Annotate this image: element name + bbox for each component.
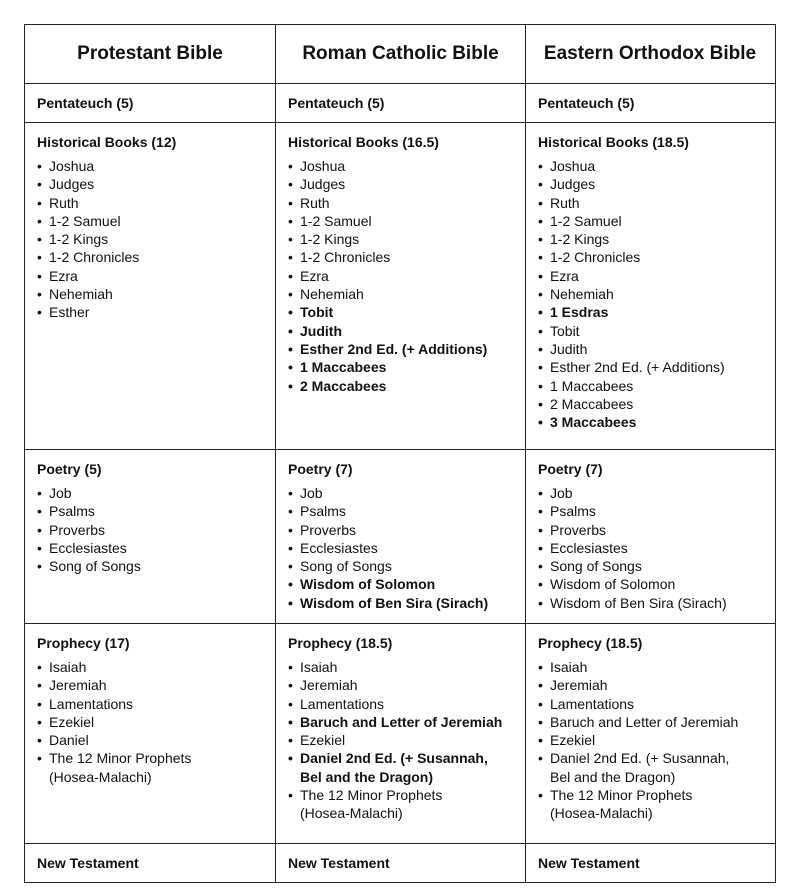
- book-name: Ecclesiastes: [300, 539, 378, 556]
- book-list-item: [288, 731, 513, 749]
- book-name: Isaiah: [49, 659, 87, 675]
- book-list-item: [37, 248, 263, 266]
- pentateuch-cell: Pentateuch (5): [525, 84, 774, 122]
- historical-books-cell: [275, 123, 525, 449]
- book-name: 1-2 Kings: [550, 231, 610, 248]
- book-name-continuation: (Hosea-Malachi): [49, 768, 152, 785]
- canon-comparison-table: [24, 24, 776, 883]
- book-name: The 12 Minor Prophets: [550, 787, 693, 804]
- book-name: Judith: [550, 340, 588, 357]
- book-list-item: [37, 713, 263, 731]
- book-name: Job: [300, 485, 323, 501]
- book-list-item: [288, 175, 513, 193]
- book-list-item: [37, 521, 263, 539]
- prophecy-row: [25, 623, 775, 843]
- book-name: Judith: [300, 322, 342, 339]
- book-list-item: [538, 230, 762, 248]
- book-name: Isaiah: [550, 659, 588, 675]
- prophecy-cell: [25, 624, 275, 843]
- book-list: [538, 658, 762, 823]
- book-list-item: [37, 194, 263, 212]
- book-list-item: [288, 658, 513, 676]
- book-list-item: [538, 303, 762, 321]
- book-list-item: [37, 695, 263, 713]
- book-name: Judges: [550, 176, 596, 193]
- book-name: Ezra: [300, 267, 329, 284]
- book-list: [37, 658, 263, 786]
- book-list-item: [538, 248, 762, 266]
- book-name: Job: [550, 485, 573, 501]
- book-list-item: [538, 676, 762, 694]
- book-list-item: [288, 749, 513, 786]
- book-list-item: [288, 539, 513, 557]
- book-name: 1-2 Kings: [49, 231, 109, 248]
- pentateuch-cell: Pentateuch (5): [275, 84, 525, 122]
- book-name: Wisdom of Solomon: [550, 576, 676, 593]
- book-name: Nehemiah: [550, 286, 614, 303]
- book-list-item: [288, 676, 513, 694]
- book-list-item: [538, 731, 762, 749]
- book-name: 1-2 Samuel: [550, 212, 622, 229]
- book-list: [288, 157, 513, 395]
- book-list-item: [538, 484, 762, 502]
- book-list-item: [538, 502, 762, 520]
- book-name: Ezekiel: [300, 732, 346, 749]
- book-name: Ezekiel: [49, 713, 95, 730]
- section-title: Historical Books (12): [37, 134, 177, 150]
- book-name: Judges: [49, 176, 95, 193]
- book-name: Esther: [49, 304, 90, 321]
- book-name: Joshua: [300, 158, 346, 174]
- book-name: Song of Songs: [300, 558, 392, 575]
- book-list-item: [288, 521, 513, 539]
- book-list-item: [288, 303, 513, 321]
- book-name: Wisdom of Ben Sira (Sirach): [300, 594, 489, 611]
- book-name: Tobit: [550, 322, 580, 339]
- book-name: Baruch and Letter of Jeremiah: [550, 713, 739, 730]
- book-list-item: [538, 322, 762, 340]
- header-row: [25, 25, 775, 83]
- book-name: Isaiah: [300, 659, 338, 675]
- book-list-item: [538, 358, 762, 376]
- book-list-item: [288, 340, 513, 358]
- book-name: 1 Maccabees: [550, 377, 634, 394]
- column-header-catholic: Roman Catholic Bible: [275, 25, 525, 83]
- book-name: Proverbs: [550, 521, 607, 538]
- book-name: Ezekiel: [550, 732, 596, 749]
- book-name: Daniel 2nd Ed. (+ Susannah,: [300, 750, 488, 767]
- book-list-item: [288, 786, 513, 823]
- book-name: 1-2 Chronicles: [550, 249, 641, 266]
- poetry-cell: [525, 450, 774, 623]
- book-list: [288, 484, 513, 612]
- section-title: Poetry (7): [288, 461, 353, 477]
- book-list-item: [288, 484, 513, 502]
- book-list-item: [37, 731, 263, 749]
- book-list-item: [538, 539, 762, 557]
- book-list-item: [288, 285, 513, 303]
- book-name: Jeremiah: [300, 677, 358, 694]
- book-name: 1-2 Chronicles: [300, 249, 391, 266]
- book-name: 1-2 Chronicles: [49, 249, 140, 266]
- section-title: Poetry (7): [538, 461, 603, 477]
- book-name: Wisdom of Ben Sira (Sirach): [550, 594, 727, 611]
- book-list-item: [288, 267, 513, 285]
- book-list-item: [288, 557, 513, 575]
- new-testament-cell: New Testament: [275, 844, 525, 882]
- book-name: Ruth: [300, 194, 330, 211]
- book-list-item: [37, 557, 263, 575]
- section-title: Historical Books (18.5): [538, 134, 689, 150]
- book-list: [538, 484, 762, 612]
- book-name: Judges: [300, 176, 346, 193]
- book-list-item: [37, 749, 263, 786]
- section-title: Prophecy (18.5): [288, 635, 393, 651]
- book-list-item: [538, 413, 762, 431]
- book-list-item: [538, 267, 762, 285]
- book-name: Ecclesiastes: [550, 539, 628, 556]
- book-list-item: [37, 484, 263, 502]
- book-name: Job: [49, 485, 72, 501]
- book-name: Nehemiah: [300, 286, 364, 303]
- book-list-item: [538, 695, 762, 713]
- book-name-continuation: Bel and the Dragon): [300, 768, 434, 785]
- poetry-cell: [275, 450, 525, 623]
- new-testament-cell: New Testament: [525, 844, 774, 882]
- book-list-item: [37, 676, 263, 694]
- book-list-item: [538, 658, 762, 676]
- poetry-row: [25, 449, 775, 623]
- book-list-item: [288, 594, 513, 612]
- book-name-continuation: Bel and the Dragon): [550, 768, 676, 785]
- book-name: Tobit: [300, 304, 334, 321]
- book-list-item: [538, 557, 762, 575]
- book-list-item: [288, 695, 513, 713]
- book-name: Ezra: [550, 267, 579, 284]
- book-list-item: [538, 786, 762, 823]
- book-name: Jeremiah: [550, 677, 608, 694]
- book-list-item: [37, 230, 263, 248]
- book-name: Proverbs: [49, 521, 106, 538]
- section-title: Prophecy (18.5): [538, 635, 643, 651]
- book-list-item: [288, 502, 513, 520]
- historical-books-cell: [525, 123, 774, 449]
- new-testament-row: [25, 843, 775, 882]
- book-name: Lamentations: [300, 695, 385, 712]
- book-list-item: [538, 377, 762, 395]
- book-name: Daniel 2nd Ed. (+ Susannah,: [550, 750, 730, 767]
- book-list: [37, 484, 263, 575]
- book-list-item: [288, 322, 513, 340]
- book-list-item: [288, 230, 513, 248]
- book-name: Ecclesiastes: [49, 539, 127, 556]
- book-name: 1-2 Kings: [300, 231, 360, 248]
- book-list-item: [37, 658, 263, 676]
- book-name: 2 Maccabees: [300, 377, 387, 394]
- book-list-item: [538, 194, 762, 212]
- book-list-item: [538, 340, 762, 358]
- book-list-item: [37, 267, 263, 285]
- book-name: 1 Esdras: [550, 304, 609, 321]
- book-list-item: [538, 594, 762, 612]
- historical-books-row: [25, 122, 775, 449]
- column-header-orthodox: Eastern Orthodox Bible: [525, 25, 774, 83]
- book-list-item: [37, 212, 263, 230]
- historical-books-cell: [25, 123, 275, 449]
- book-list-item: [288, 194, 513, 212]
- book-name-continuation: (Hosea-Malachi): [550, 805, 653, 822]
- book-list-item: [538, 157, 762, 175]
- book-list-item: [288, 157, 513, 175]
- book-name: 1-2 Samuel: [300, 212, 372, 229]
- book-name: Psalms: [49, 503, 95, 520]
- book-name-continuation: (Hosea-Malachi): [300, 805, 403, 822]
- section-title: Prophecy (17): [37, 635, 130, 651]
- book-name: Proverbs: [300, 521, 357, 538]
- book-list-item: [288, 358, 513, 376]
- section-title: Poetry (5): [37, 461, 102, 477]
- book-list-item: [288, 248, 513, 266]
- book-list-item: [37, 539, 263, 557]
- book-name: Esther 2nd Ed. (+ Additions): [300, 340, 488, 357]
- book-list-item: [37, 157, 263, 175]
- section-title: Historical Books (16.5): [288, 134, 439, 150]
- book-list-item: [37, 502, 263, 520]
- book-name: 1 Maccabees: [300, 359, 387, 376]
- book-name: Wisdom of Solomon: [300, 576, 436, 593]
- new-testament-cell: New Testament: [37, 855, 139, 871]
- book-list: [37, 157, 263, 322]
- book-name: Psalms: [300, 503, 346, 520]
- book-list-item: [37, 285, 263, 303]
- book-list: [538, 157, 762, 431]
- book-name: Baruch and Letter of Jeremiah: [300, 713, 503, 730]
- book-name: 2 Maccabees: [550, 395, 634, 412]
- book-list-item: [538, 285, 762, 303]
- book-name: Joshua: [49, 158, 95, 174]
- book-name: Joshua: [550, 158, 596, 174]
- book-name: 1-2 Samuel: [49, 212, 121, 229]
- book-name: Lamentations: [550, 695, 635, 712]
- prophecy-cell: [275, 624, 525, 843]
- book-list-item: [538, 713, 762, 731]
- book-list-item: [538, 175, 762, 193]
- book-name: Song of Songs: [49, 558, 141, 575]
- prophecy-cell: [525, 624, 774, 843]
- book-list-item: [288, 575, 513, 593]
- book-name: Esther 2nd Ed. (+ Additions): [550, 359, 725, 376]
- book-name: Psalms: [550, 503, 596, 520]
- book-list-item: [288, 377, 513, 395]
- book-list-item: [538, 575, 762, 593]
- poetry-cell: [25, 450, 275, 623]
- book-list-item: [538, 395, 762, 413]
- book-name: Ruth: [49, 194, 79, 211]
- book-list-item: [37, 175, 263, 193]
- book-list-item: [288, 212, 513, 230]
- book-name: Jeremiah: [49, 677, 107, 694]
- book-name: 3 Maccabees: [550, 414, 637, 431]
- book-name: The 12 Minor Prophets: [49, 750, 192, 767]
- pentateuch-row: [25, 83, 775, 122]
- book-list-item: [288, 713, 513, 731]
- book-list-item: [538, 521, 762, 539]
- book-name: Ruth: [550, 194, 580, 211]
- book-list: [288, 658, 513, 823]
- column-header-protestant: Protestant Bible: [77, 43, 223, 64]
- book-name: Daniel: [49, 732, 89, 749]
- book-name: Ezra: [49, 267, 78, 284]
- book-name: Lamentations: [49, 695, 134, 712]
- book-list-item: [37, 303, 263, 321]
- book-name: Song of Songs: [550, 558, 642, 575]
- book-list-item: [538, 749, 762, 786]
- book-list-item: [538, 212, 762, 230]
- pentateuch-cell: Pentateuch (5): [37, 95, 134, 111]
- book-name: Nehemiah: [49, 286, 113, 303]
- book-name: The 12 Minor Prophets: [300, 787, 443, 804]
